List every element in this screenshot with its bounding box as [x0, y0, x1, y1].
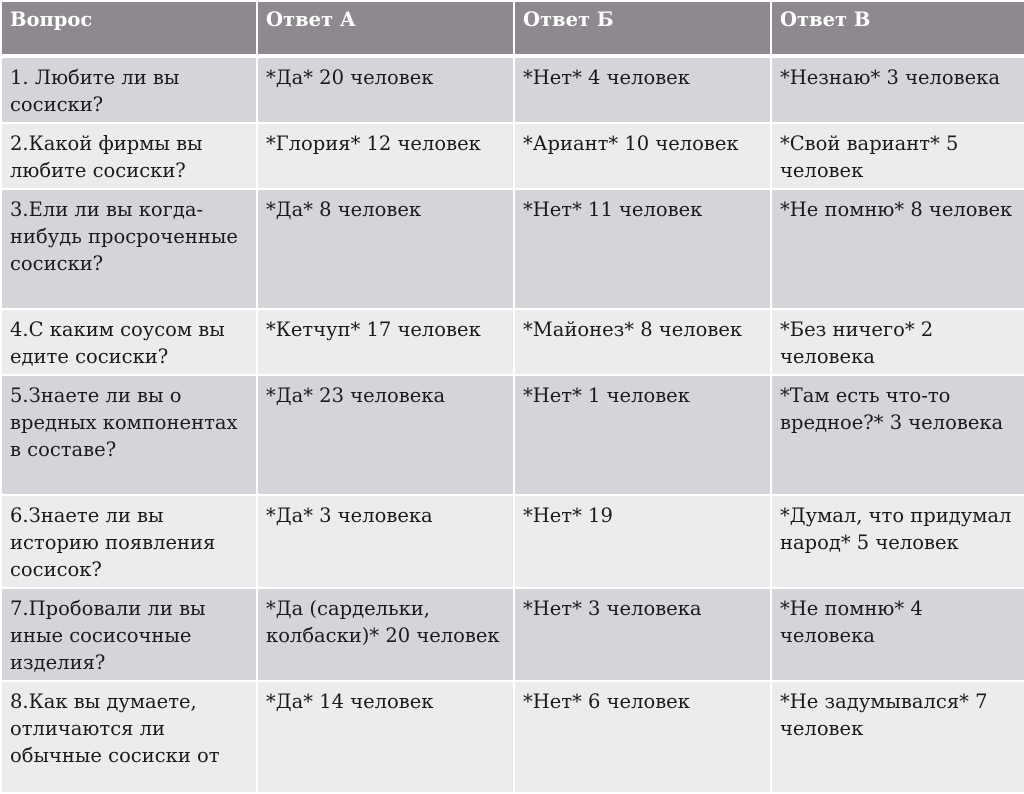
answer-b-cell: *Нет* 6 человек	[514, 681, 771, 793]
answer-c-cell: *Не помню* 8 человек	[771, 189, 1024, 309]
answer-c-cell: *Незнаю* 3 человека	[771, 56, 1024, 123]
answer-a-cell: *Да* 8 человек	[257, 189, 514, 309]
table-row	[1, 189, 1024, 309]
answer-c-cell: *Не помню* 4 человека	[771, 588, 1024, 681]
header-answer-c: Ответ В	[771, 1, 1024, 56]
table-body	[1, 56, 1024, 793]
header-answer-b: Ответ Б	[514, 1, 771, 56]
answer-a-cell: *Глория* 12 человек	[257, 123, 514, 189]
answer-a-cell: *Кетчуп* 17 человек	[257, 309, 514, 375]
answer-a-cell: *Да* 23 человека	[257, 375, 514, 495]
table-row	[1, 123, 1024, 189]
answer-b-cell: *Нет* 11 человек	[514, 189, 771, 309]
answer-c-cell: *Не задумывался* 7 человек	[771, 681, 1024, 793]
table-row	[1, 309, 1024, 375]
answer-b-cell: *Нет* 1 человек	[514, 375, 771, 495]
answer-c-cell: *Думал, что придумал народ* 5 человек	[771, 495, 1024, 588]
answer-c-cell: *Без ничего* 2 человека	[771, 309, 1024, 375]
answer-a-cell: *Да (сардельки, колбаски)* 20 человек	[257, 588, 514, 681]
table-row	[1, 681, 1024, 793]
table-row	[1, 588, 1024, 681]
answer-b-cell: *Нет* 4 человек	[514, 56, 771, 123]
question-cell: 8.Как вы думаете, отличаются ли обычные сосиски от	[1, 681, 257, 793]
question-cell: 2.Какой фирмы вы любите сосиски?	[1, 123, 257, 189]
answer-a-cell: *Да* 20 человек	[257, 56, 514, 123]
table-row	[1, 375, 1024, 495]
question-cell: 4.С каким соусом вы едите сосиски?	[1, 309, 257, 375]
answer-a-cell: *Да* 14 человек	[257, 681, 514, 793]
answer-c-cell: *Свой вариант* 5 человек	[771, 123, 1024, 189]
answer-b-cell: *Ариант* 10 человек	[514, 123, 771, 189]
answer-b-cell: *Нет* 19	[514, 495, 771, 588]
answer-b-cell: *Нет* 3 человека	[514, 588, 771, 681]
question-cell: 5.Знаете ли вы о вредных компонентах в составе?	[1, 375, 257, 495]
table-row	[1, 495, 1024, 588]
table-header	[1, 1, 1024, 56]
header-question: Вопрос	[1, 1, 257, 56]
question-cell: 7.Пробовали ли вы иные сосисочные изделия?	[1, 588, 257, 681]
table-row	[1, 56, 1024, 123]
answer-c-cell: *Там есть что-то вредное?* 3 человека	[771, 375, 1024, 495]
answer-b-cell: *Майонез* 8 человек	[514, 309, 771, 375]
header-answer-a: Ответ А	[257, 1, 514, 56]
question-cell: 1. Любите ли вы сосиски?	[1, 56, 257, 123]
question-cell: 6.Знаете ли вы историю появления сосисок?	[1, 495, 257, 588]
header-row	[1, 1, 1024, 56]
question-cell: 3.Ели ли вы когда-нибудь просроченные сосиски?	[1, 189, 257, 309]
answer-a-cell: *Да* 3 человека	[257, 495, 514, 588]
